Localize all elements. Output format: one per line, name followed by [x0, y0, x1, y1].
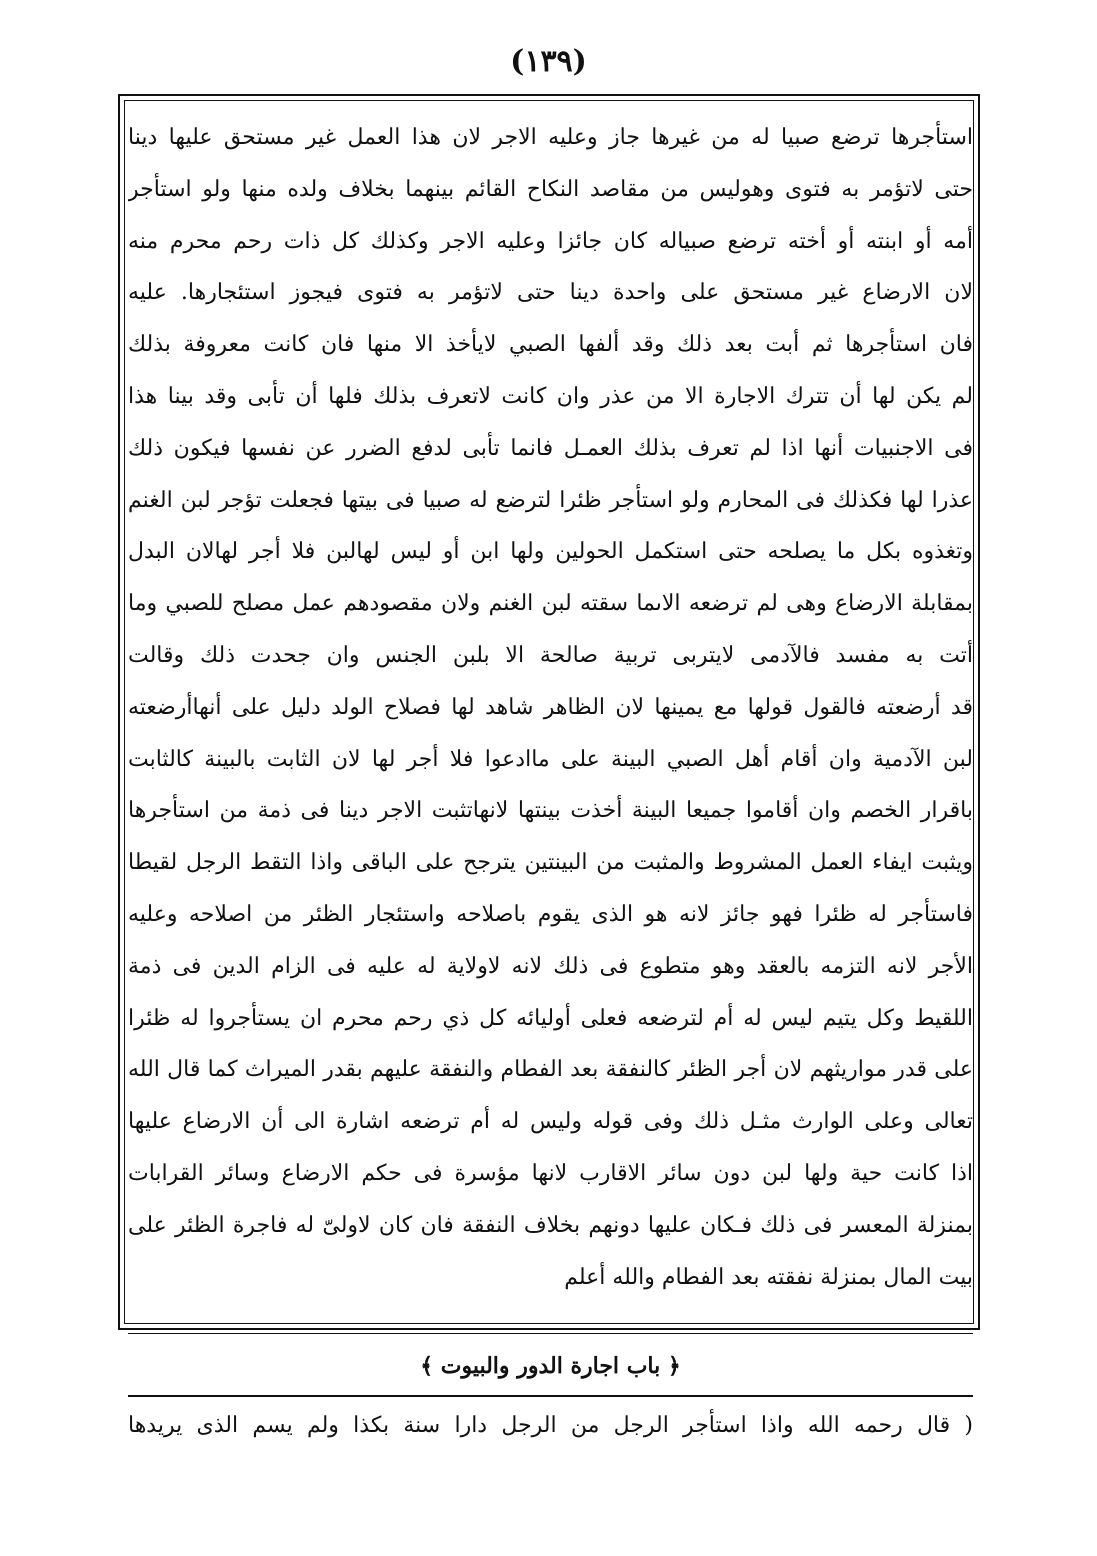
text-line: بمقابلة الارضاع وهى لم ترضعه الاىما سقته لبن الغنم ولان مقصودهم عمل مصلح للصبي وما [128, 591, 973, 617]
text-line: استأجرها ترضع صبيا له من غيرها جاز وعليه الاجر لان هذا العمل غير مستحق عليها دينا [128, 125, 973, 150]
text-line: وتغذوه بكل ما يصلحه حتى استكمل الحولين ولها ابن أو ليس لهالبن فلا أجر لهالان البدل [128, 539, 973, 565]
text-line: اللقيط وكل يتيم ليس له أم لترضعه فعلى أوليائه كل ذي رحم محرم ان يستأجروا له ظئرا [128, 1005, 973, 1031]
text-line: باقرار الخصم وان أقاموا جميعا البينة أخذت بينتها لانهاتثبت الاجر دينا فى ذمة من استأجرها [128, 798, 973, 824]
text-line-last: بيت المال بمنزلة نفقته بعد الفطام والله أعلم [564, 1264, 973, 1290]
text-line: أتت به مفسد فالآدمى لايتربى تربية صالحة الا بلبن الجنس وان جحدت ذلك وقالت [128, 642, 973, 668]
text-line: فى الاجنبيات أنها اذا لم تعرف بذلك العمـل فانما تأبى لدفع الضرر عن نفسها فيكون ذلك [128, 435, 973, 461]
text-line: على قدر مواريثهم لان أجر الظئر كالنفقة بعد الفطام والنفقة عليهم بقدر الميراث كما قال الله [128, 1057, 973, 1083]
text-line: حتى لاتؤمر به فتوى وهوليس من مقاصد النكاح القائم بينهما بخلاف ولده منها ولو استأجر [128, 176, 973, 202]
text-line: اذا كانت حية ولها لبن دون سائر الاقارب لانها مؤسرة فى حكم الارضاع وسائر القرابات [128, 1160, 973, 1186]
text-line: عذرا لها فكذلك فى المحارم ولو استأجر ظئرا لترضع له صبيا فى بيتها فجعلت تؤجر لبن الغنم [128, 487, 973, 513]
text-line: فان استأجرها ثم أبت بعد ذلك وقد ألفها الصبي لايأخذ الا منها فان كانت معروفة بذلك [128, 332, 973, 358]
text-line: أمه أو ابنته أو أخته ترضع صبياله كان جائزا وعليه الاجر وكذلك كل ذات رحم محرم منه [128, 228, 973, 254]
text-line: لم يكن لها أن تترك الاجارة الا من عذر وان كانت لاتعرف بذلك فلها أن تأبى وقد بينا هذا [128, 383, 973, 409]
text-line: تعالى وعلى الوارث مثـل ذلك وفى قوله وليس له أم ترضعه اشارة الى أن الارضاع عليها [128, 1109, 973, 1135]
body-text [128, 112, 973, 1303]
text-line: ويثبت ايفاء العمل المشروط والمثبت من البينتين يترجح على الباقى واذا التقط الرجل لقيطا [128, 850, 973, 876]
heading-divider [128, 1395, 973, 1397]
text-line: قد أرضعته فالقول قولها مع يمينها لان الظاهر شاهد لها فصلاح الولد دليل على أنهاأرضعته [128, 694, 973, 720]
section-divider [128, 1328, 973, 1330]
chapter-heading: ﴿ باب اجارة الدور والبيوت ﴾ [420, 1353, 681, 1379]
page-number: (١٣٩) [510, 44, 587, 79]
next-chapter-opening-line: ( قال رحمه الله واذا استأجر الرجل من الرجل دارا سنة بكذا ولم يسم الذى يريدها [128, 1413, 973, 1438]
text-line: فاستأجر له ظئرا فهو جائز لانه هو الذى يقوم باصلاحه واستئجار الظئر من اصلاحه وعليه [128, 901, 973, 927]
text-line: لان الارضاع غير مستحق على واحدة دينا حتى لاتؤمر به فتوى فيجوز استئجارها. عليه [128, 280, 973, 306]
text-line: لبن الآدمية وان أقام أهل الصبي البينة على ماادعوا فلا أجر لها لان الثابت بالبينة كالثابت [128, 746, 973, 772]
text-line: الأجر لانه التزمه بالعقد وهو متطوع فى ذلك لانه لاولاية له عليه فى الزام الدين فى ذمة [128, 953, 973, 979]
section-divider-thin [128, 1333, 973, 1334]
text-line: بمنزلة المعسر فى ذلك فـكان عليها دونهم بخلاف النفقة فان كان لاولىّ له فاجرة الظئر على [128, 1212, 973, 1238]
